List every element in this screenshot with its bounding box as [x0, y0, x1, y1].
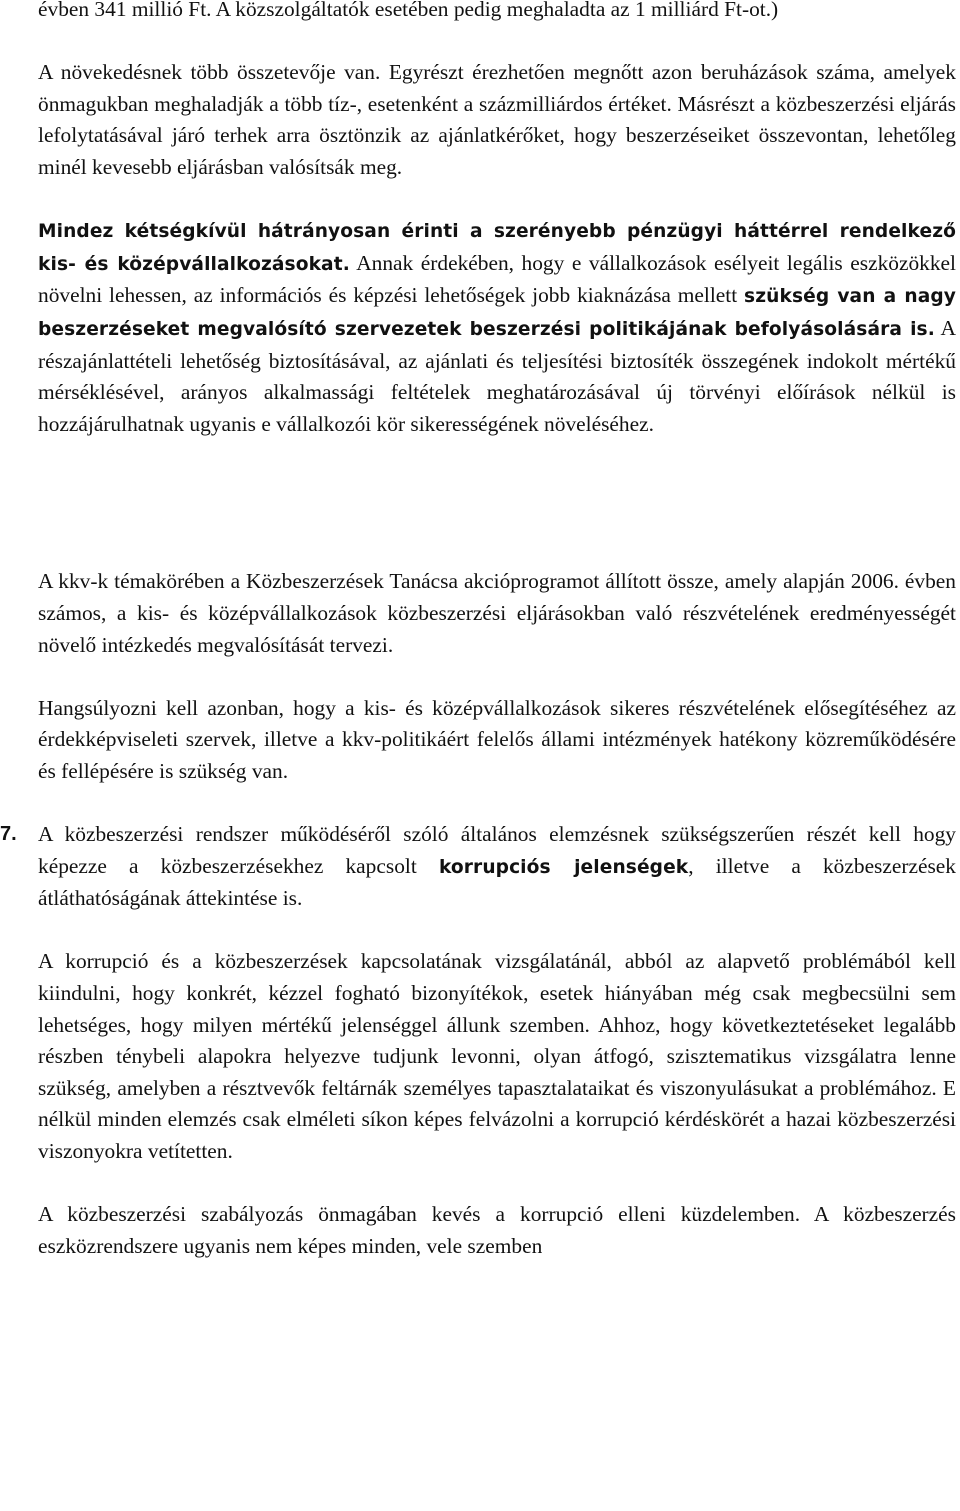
paragraph-growth-components: A növekedésnek több összetevője van. Egyrészt érezhetően megnőtt azon beruházások száma, amelyek önmagukban meghaladják a több tíz-, esetenként a százmilliárdos értéket. Másrészt a közbeszerzési eljárás lefolytatásával járó terhek arra ösztönzik az ajánlatkérőket, hogy beszerzéseiket összevontan, lehetőleg minél kevesebb eljárásban valósítsák meg. [38, 60, 956, 179]
paragraph-text: A részajánlattételi lehetőség biztosításával, az ajánlati és teljesítési biztosíték összegének indokolt mértékű mérséklésével, arányos alkalmassági feltételek meghatározásával új törvényi előírások nélkül is hozzájárulhatnak ugyanis e vállalkozói kör sikerességének növeléséhez. [38, 315, 956, 436]
bold-statement: szükség van a nagy beszerzéseket megvalósító szervezetek beszerzési politikájának befolyásolására is. [38, 286, 956, 340]
paragraph-regulation: A közbeszerzési szabályozás önmagában kevés a korrupció elleni küzdelemben. A közbeszerzés eszközrendszere ugyanis nem képes minden, vele szemben [38, 1202, 956, 1258]
paragraph-sme-disadvantage [38, 215, 956, 440]
numbered-paragraph-7 [0, 819, 956, 915]
paragraph-emphasis: Hangsúlyozni kell azonban, hogy a kis- és középvállalkozások sikeres részvételének elősegítéséhez az érdekképviseleti szervek, illetve a kkv-politikáért felelős állami intézmények hatékony közreműködésére és fellépésére is szükség van. [38, 695, 956, 783]
bold-statement: Mindez kétségkívül hátrányosan érinti a szerényebb pénzügyi háttérrel rendelkező kis- és középvállalkozásokat. [38, 221, 956, 275]
section-number: 7. [0, 823, 17, 846]
paragraph-text: , illetve a közbeszerzések átláthatóságának áttekintése is. [38, 853, 956, 911]
paragraph-continuation: évben 341 millió Ft. A közszolgáltatók esetében pedig meghaladta az 1 milliárd Ft-ot.) [38, 0, 779, 21]
bold-statement: korrupciós jelenségek [438, 856, 689, 878]
paragraph-text: Annak érdekében, hogy e vállalkozások esélyeit legális eszközökkel növelni lehessen, az információs és képzési lehetőségek jobb kiaknázása mellett [38, 250, 956, 308]
paragraph-action-program: A kkv-k témakörében a Közbeszerzések Tanácsa akcióprogramot állított össze, amely alapján 2006. évben számos, a kis- és középvállalkozások közbeszerzési eljárásokban való részvételének eredményességét növelő intézkedés megvalósítását tervezi. [38, 569, 956, 657]
paragraph-corruption-analysis: A korrupció és a közbeszerzések kapcsolatának vizsgálatánál, abból az alapvető problémából kell kiindulni, hogy konkrét, kézzel fogható bizonyítékok, esetek hiányában még csak megbecsülni sem lehetséges, hogy milyen mértékű jelenséggel állunk szemben. Ahhoz, hogy következtetéseket legalább részben ténybeli alapokra helyezve tudjunk levonni, olyan átfogó, szisztematikus vizsgálatra lenne szükség, amelyben a résztvevők feltárnák személyes tapasztalataikat és viszonyulásukat a problémához. E nélkül minden elemzés csak elméleti síkon képes felvázolni a korrupció kérdéskörét a hazai közbeszerzési viszonyokra vetítetten. [38, 949, 956, 1163]
paragraph-text: A közbeszerzési rendszer működéséről szóló általános elemzésnek szükségszerűen részét kell hogy képezze a közbeszerzésekhez kapcsolt [38, 822, 956, 878]
